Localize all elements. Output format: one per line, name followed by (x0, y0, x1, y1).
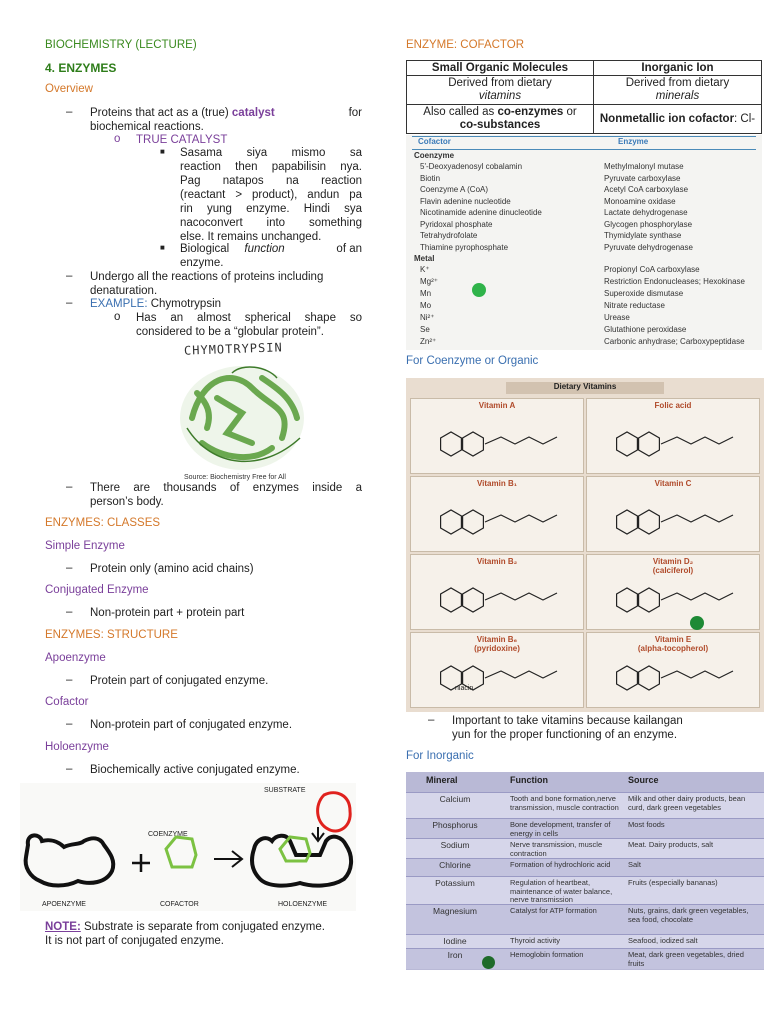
text: vitamins (478, 90, 522, 102)
mineral-function: Catalyst for ATP formation (510, 906, 597, 915)
mineral-row (406, 792, 764, 819)
mineral-name: Potassium (435, 878, 475, 888)
cofactor-enzyme-image (406, 135, 762, 350)
metal-name: Mn (420, 289, 432, 298)
section-overview: Overview (45, 83, 93, 95)
metal-name: Mo (420, 301, 432, 310)
vitamin-cell (410, 398, 584, 474)
cell-inorganic-derived (594, 76, 762, 105)
sub-bullet-o: o (114, 311, 121, 323)
text: for (348, 107, 362, 119)
bullet-dash: – (66, 763, 73, 775)
square-bullet: ■ (160, 147, 165, 156)
enzyme-name: Restriction Endonucleases; Hexokinase (604, 277, 745, 286)
text: : Cl- (734, 113, 756, 125)
cofactor-comparison-table (406, 60, 762, 134)
table-header-organic: Small Organic Molecules (407, 61, 594, 76)
label-substrate: SUBSTRATE (264, 787, 306, 794)
minerals-table-image (406, 772, 764, 970)
mineral-source: Milk and other dairy products, bean curd, dark green vegetables (628, 794, 746, 812)
tc-line: Sasama siya mismo sa (180, 147, 362, 159)
coenzyme-section-title: For Coenzyme or Organic (406, 355, 539, 367)
col-source: Source (628, 775, 659, 785)
simple-enzyme-desc: Protein only (amino acid chains) (90, 563, 254, 575)
group-coenzyme: Coenzyme (414, 151, 455, 160)
overview-bullet-3-l2: person’s body. (90, 496, 164, 508)
text: of an (336, 243, 362, 255)
overview-bullet-1-l2: biochemical reactions. (90, 121, 204, 133)
vitamin-subname: (calciferol) (652, 566, 694, 575)
bullet-dash: – (66, 270, 73, 282)
enzyme-name: Pyruvate carboxylase (604, 173, 681, 183)
vitamin-name: Vitamin D₂ (652, 557, 694, 566)
inorganic-section-title: For Inorganic (406, 750, 474, 762)
enzyme-structure-diagram (20, 783, 356, 911)
cell-inorganic-nonmetal (594, 105, 762, 134)
holoenzyme-heading: Holoenzyme (45, 741, 109, 753)
bullet-dash: – (66, 106, 73, 118)
coenzyme-name: Biotin (420, 173, 441, 183)
vitamin-cell (586, 632, 760, 708)
example-desc-1: Has an almost spherical shape so (136, 312, 362, 324)
enzyme-name: Pyruvate dehydrogenase (604, 242, 693, 252)
example-value: Chymotrypsin (150, 298, 222, 310)
col-enzyme: Enzyme (618, 137, 649, 146)
text: Derived from dietary (625, 77, 730, 89)
label-apoenzyme: APOENZYME (42, 901, 86, 908)
metal-name: Se (420, 325, 430, 334)
mineral-function: Bone development, transfer of energy in cells (510, 820, 611, 838)
chymotrypsin-handwritten: CHYMOTRYPSIN (183, 340, 283, 358)
bullet-dash: – (66, 562, 73, 574)
tc-line: (reactant > product), andun pa (180, 189, 362, 201)
holoenzyme-desc: Biochemically active conjugated enzyme. (90, 764, 300, 776)
apoenzyme-heading: Apoenzyme (45, 652, 106, 664)
metal-name: K⁺ (420, 265, 430, 274)
image-source-caption: Source: Biochemistry Free for All (184, 474, 286, 481)
header-rule (412, 136, 756, 150)
bullet-dash: – (66, 606, 73, 618)
enzyme-name: Monoamine oxidase (604, 196, 676, 206)
catalyst-term: catalyst (231, 107, 275, 119)
square-bullet: ■ (160, 243, 165, 252)
bio-line-2: enzyme. (180, 257, 224, 269)
text: Nonmetallic ion cofactor (599, 113, 735, 125)
mineral-name: Sodium (440, 840, 470, 850)
cell-organic-derived (407, 76, 594, 105)
mineral-source: Meat, dark green vegetables, dried fruits (628, 950, 744, 968)
mineral-source: Fruits (especially bananas) (628, 878, 718, 887)
tc-line: reaction then papabilisin nya. (180, 161, 362, 173)
mineral-name: Magnesium (433, 906, 477, 916)
group-metal: Metal (414, 254, 435, 263)
overview-bullet-2: Undergo all the reactions of proteins including (90, 271, 324, 283)
coenzyme-name: Tetrahydrofolate (420, 231, 478, 240)
vitamins-note-2: yun for the proper functioning of an enzyme. (452, 729, 678, 741)
molecule-structure (587, 477, 759, 551)
table-header-inorganic: Inorganic Ion (594, 61, 762, 76)
mineral-name: Iodine (443, 936, 467, 946)
coenzyme-name: Pyridoxal phosphate (420, 219, 493, 229)
text: minerals (655, 90, 700, 102)
tc-line: rin yung enzyme. Hindi sya (180, 203, 362, 215)
note-line-2: It is not part of conjugated enzyme. (45, 935, 224, 947)
minerals-header (406, 775, 764, 789)
enzyme-name: Methylmalonyl mutase (604, 162, 684, 171)
doc-header: BIOCHEMISTRY (LECTURE) (45, 39, 197, 51)
label-coenzyme: COENZYME (148, 831, 188, 838)
molecule-structure (411, 399, 583, 473)
mineral-name: Chlorine (439, 860, 471, 870)
bullet-dash: – (66, 718, 73, 730)
vitamin-subname: (alpha-tocopherol) (637, 644, 709, 653)
molecule-structure (411, 633, 583, 707)
vitamin-name: Vitamin B₂ (476, 557, 518, 566)
apoenzyme-desc: Protein part of conjugated enzyme. (90, 675, 269, 687)
overview-bullet-3: There are thousands of enzymes inside a (90, 482, 362, 494)
biological-function-line (180, 242, 362, 256)
vitamin-cell (586, 476, 760, 552)
simple-enzyme-heading: Simple Enzyme (45, 540, 125, 552)
mineral-function: Hemoglobin formation (510, 950, 584, 959)
bullet-dash: – (66, 674, 73, 686)
molecule-structure (587, 555, 759, 629)
mineral-function: Regulation of heartbeat, maintenance of water balance, nerve transmission (510, 878, 613, 904)
metal-name: Zn²⁺ (420, 337, 437, 346)
note-line-1 (45, 920, 325, 934)
vitamin-name: Vitamin E (654, 635, 692, 644)
coenzyme-name: Coenzyme A (CoA) (420, 185, 489, 194)
cofactor-section-title: ENZYME: COFACTOR (406, 39, 524, 51)
note-label: NOTE: (45, 921, 81, 933)
coenzyme-name: Nicotinamide adenine dinucleotide (420, 208, 542, 217)
example-label: EXAMPLE: (90, 298, 151, 310)
molecule-structure (411, 555, 583, 629)
overview-bullet-1 (90, 106, 362, 120)
tc-line: else. It remains unchanged. (180, 231, 322, 243)
mineral-source: Nuts, grains, dark green vegetables, sea food, chocolate (628, 906, 749, 924)
chapter-title: 4. ENZYMES (45, 61, 117, 75)
enzyme-name: Urease (604, 313, 630, 322)
mineral-row (406, 934, 764, 949)
enzyme-name: Superoxide dismutase (604, 289, 684, 298)
enzyme-name: Acetyl CoA carboxylase (604, 185, 689, 194)
mineral-name: Calcium (439, 794, 471, 804)
text: Derived from dietary (448, 77, 552, 89)
tc-line: nacoconvert into something (180, 217, 362, 229)
vitamin-name: Vitamin C (654, 479, 692, 488)
text: Biological (180, 243, 233, 255)
col-cofactor: Cofactor (418, 137, 451, 146)
true-catalyst-label: TRUE CATALYST (136, 134, 228, 146)
molecule-structure (411, 477, 583, 551)
label-holoenzyme: HOLOENZYME (278, 901, 328, 908)
diagram-drawing (20, 783, 356, 911)
mineral-name: Iron (447, 950, 463, 960)
molecule-structure (587, 399, 759, 473)
enzyme-name: Lactate dehydrogenase (604, 208, 688, 217)
vitamin-name: Vitamin B₁ (476, 479, 518, 488)
vitamin-cell (586, 398, 760, 474)
metal-name: Mg²⁺ (420, 277, 438, 286)
col-mineral: Mineral (426, 775, 458, 785)
vitamin-cell (410, 632, 584, 708)
note-text: Substrate is separate from conjugated enzyme. (80, 921, 325, 933)
protein-ribbon-image (172, 358, 312, 476)
mineral-row (406, 876, 764, 905)
vitamin-cell (410, 554, 584, 630)
mineral-function: Tooth and bone formation,nerve transmission, muscle contraction (510, 794, 619, 812)
text: or (563, 106, 577, 118)
mineral-row (406, 858, 764, 877)
coenzyme-name: Flavin adenine nucleotide (420, 196, 511, 206)
enzyme-name: Glutathione peroxidase (604, 325, 687, 334)
metal-name: Ni²⁺ (420, 313, 435, 322)
sub-bullet-o: o (114, 133, 121, 145)
cursor-dot (690, 616, 704, 630)
conjugated-enzyme-heading: Conjugated Enzyme (45, 584, 149, 596)
text: co-enzymes (497, 106, 564, 118)
coenzyme-name: Thiamine pyrophosphate (420, 242, 509, 252)
vitamin-name: Vitamin A (478, 401, 516, 410)
overview-bullet-2-l2: denaturation. (90, 285, 158, 297)
conjugated-enzyme-desc: Non-protein part + protein part (90, 607, 245, 619)
vitamin-subname: (pyridoxine) (474, 644, 520, 653)
text: function (244, 243, 285, 255)
text: co-substances (459, 119, 541, 131)
section-structure: ENZYMES: STRUCTURE (45, 629, 178, 641)
col-function: Function (510, 775, 548, 785)
label-cofactor: COFACTOR (160, 901, 199, 908)
cofactor-heading: Cofactor (45, 696, 89, 708)
coenzyme-name: 5'-Deoxyadenosyl cobalamin (420, 162, 523, 171)
enzyme-name: Carbonic anhydrase; Carboxypeptidase (604, 337, 745, 346)
niacin-label: niacin (455, 685, 474, 692)
enzyme-name: Propionyl CoA carboxylase (604, 265, 700, 274)
example-desc-2: considered to be a “globular protein”. (136, 326, 324, 338)
mineral-function: Thyroid activity (510, 936, 561, 945)
vitamin-name: Vitamin B₆ (476, 635, 518, 644)
mineral-source: Most foods (628, 820, 665, 829)
cursor-dot (472, 283, 486, 297)
vitamins-note-1: Important to take vitamins because kailangan (452, 715, 683, 727)
molecule-structure (587, 633, 759, 707)
chymotrypsin-figure (172, 340, 362, 485)
vitamin-cell (410, 476, 584, 552)
vitamins-title: Dietary Vitamins (506, 382, 664, 394)
enzyme-name: Nitrate reductase (604, 301, 665, 310)
mineral-row (406, 948, 764, 969)
cofactor-desc: Non-protein part of conjugated enzyme. (90, 719, 293, 731)
enzyme-name: Thymidylate synthase (604, 231, 682, 240)
tc-line: Pag natapos na reaction (180, 175, 362, 187)
mineral-row (406, 904, 764, 935)
vitamin-name: Folic acid (654, 401, 692, 410)
mineral-function: Nerve transmission, muscle contraction (510, 840, 603, 858)
section-classes: ENZYMES: CLASSES (45, 517, 161, 529)
enzyme-name: Glycogen phosphorylase (604, 219, 693, 229)
bullet-dash: – (428, 714, 435, 726)
bullet-dash: – (66, 481, 73, 493)
bullet-dash: – (66, 297, 73, 309)
example-line (90, 297, 221, 311)
cursor-dot (482, 956, 495, 969)
cell-organic-aka (407, 105, 594, 134)
text: Also called as (423, 106, 498, 118)
mineral-source: Salt (628, 860, 641, 869)
mineral-name: Phosphorus (432, 820, 478, 830)
mineral-function: Formation of hydrochloric acid (510, 860, 611, 869)
mineral-row (406, 838, 764, 859)
dietary-vitamins-image (406, 378, 764, 712)
mineral-source: Seafood, iodized salt (628, 936, 698, 945)
mineral-source: Meat. Dairy products, salt (628, 840, 714, 849)
mineral-row (406, 818, 764, 839)
vitamin-cell (586, 554, 760, 630)
text: Proteins that act as a (true) (90, 107, 232, 119)
